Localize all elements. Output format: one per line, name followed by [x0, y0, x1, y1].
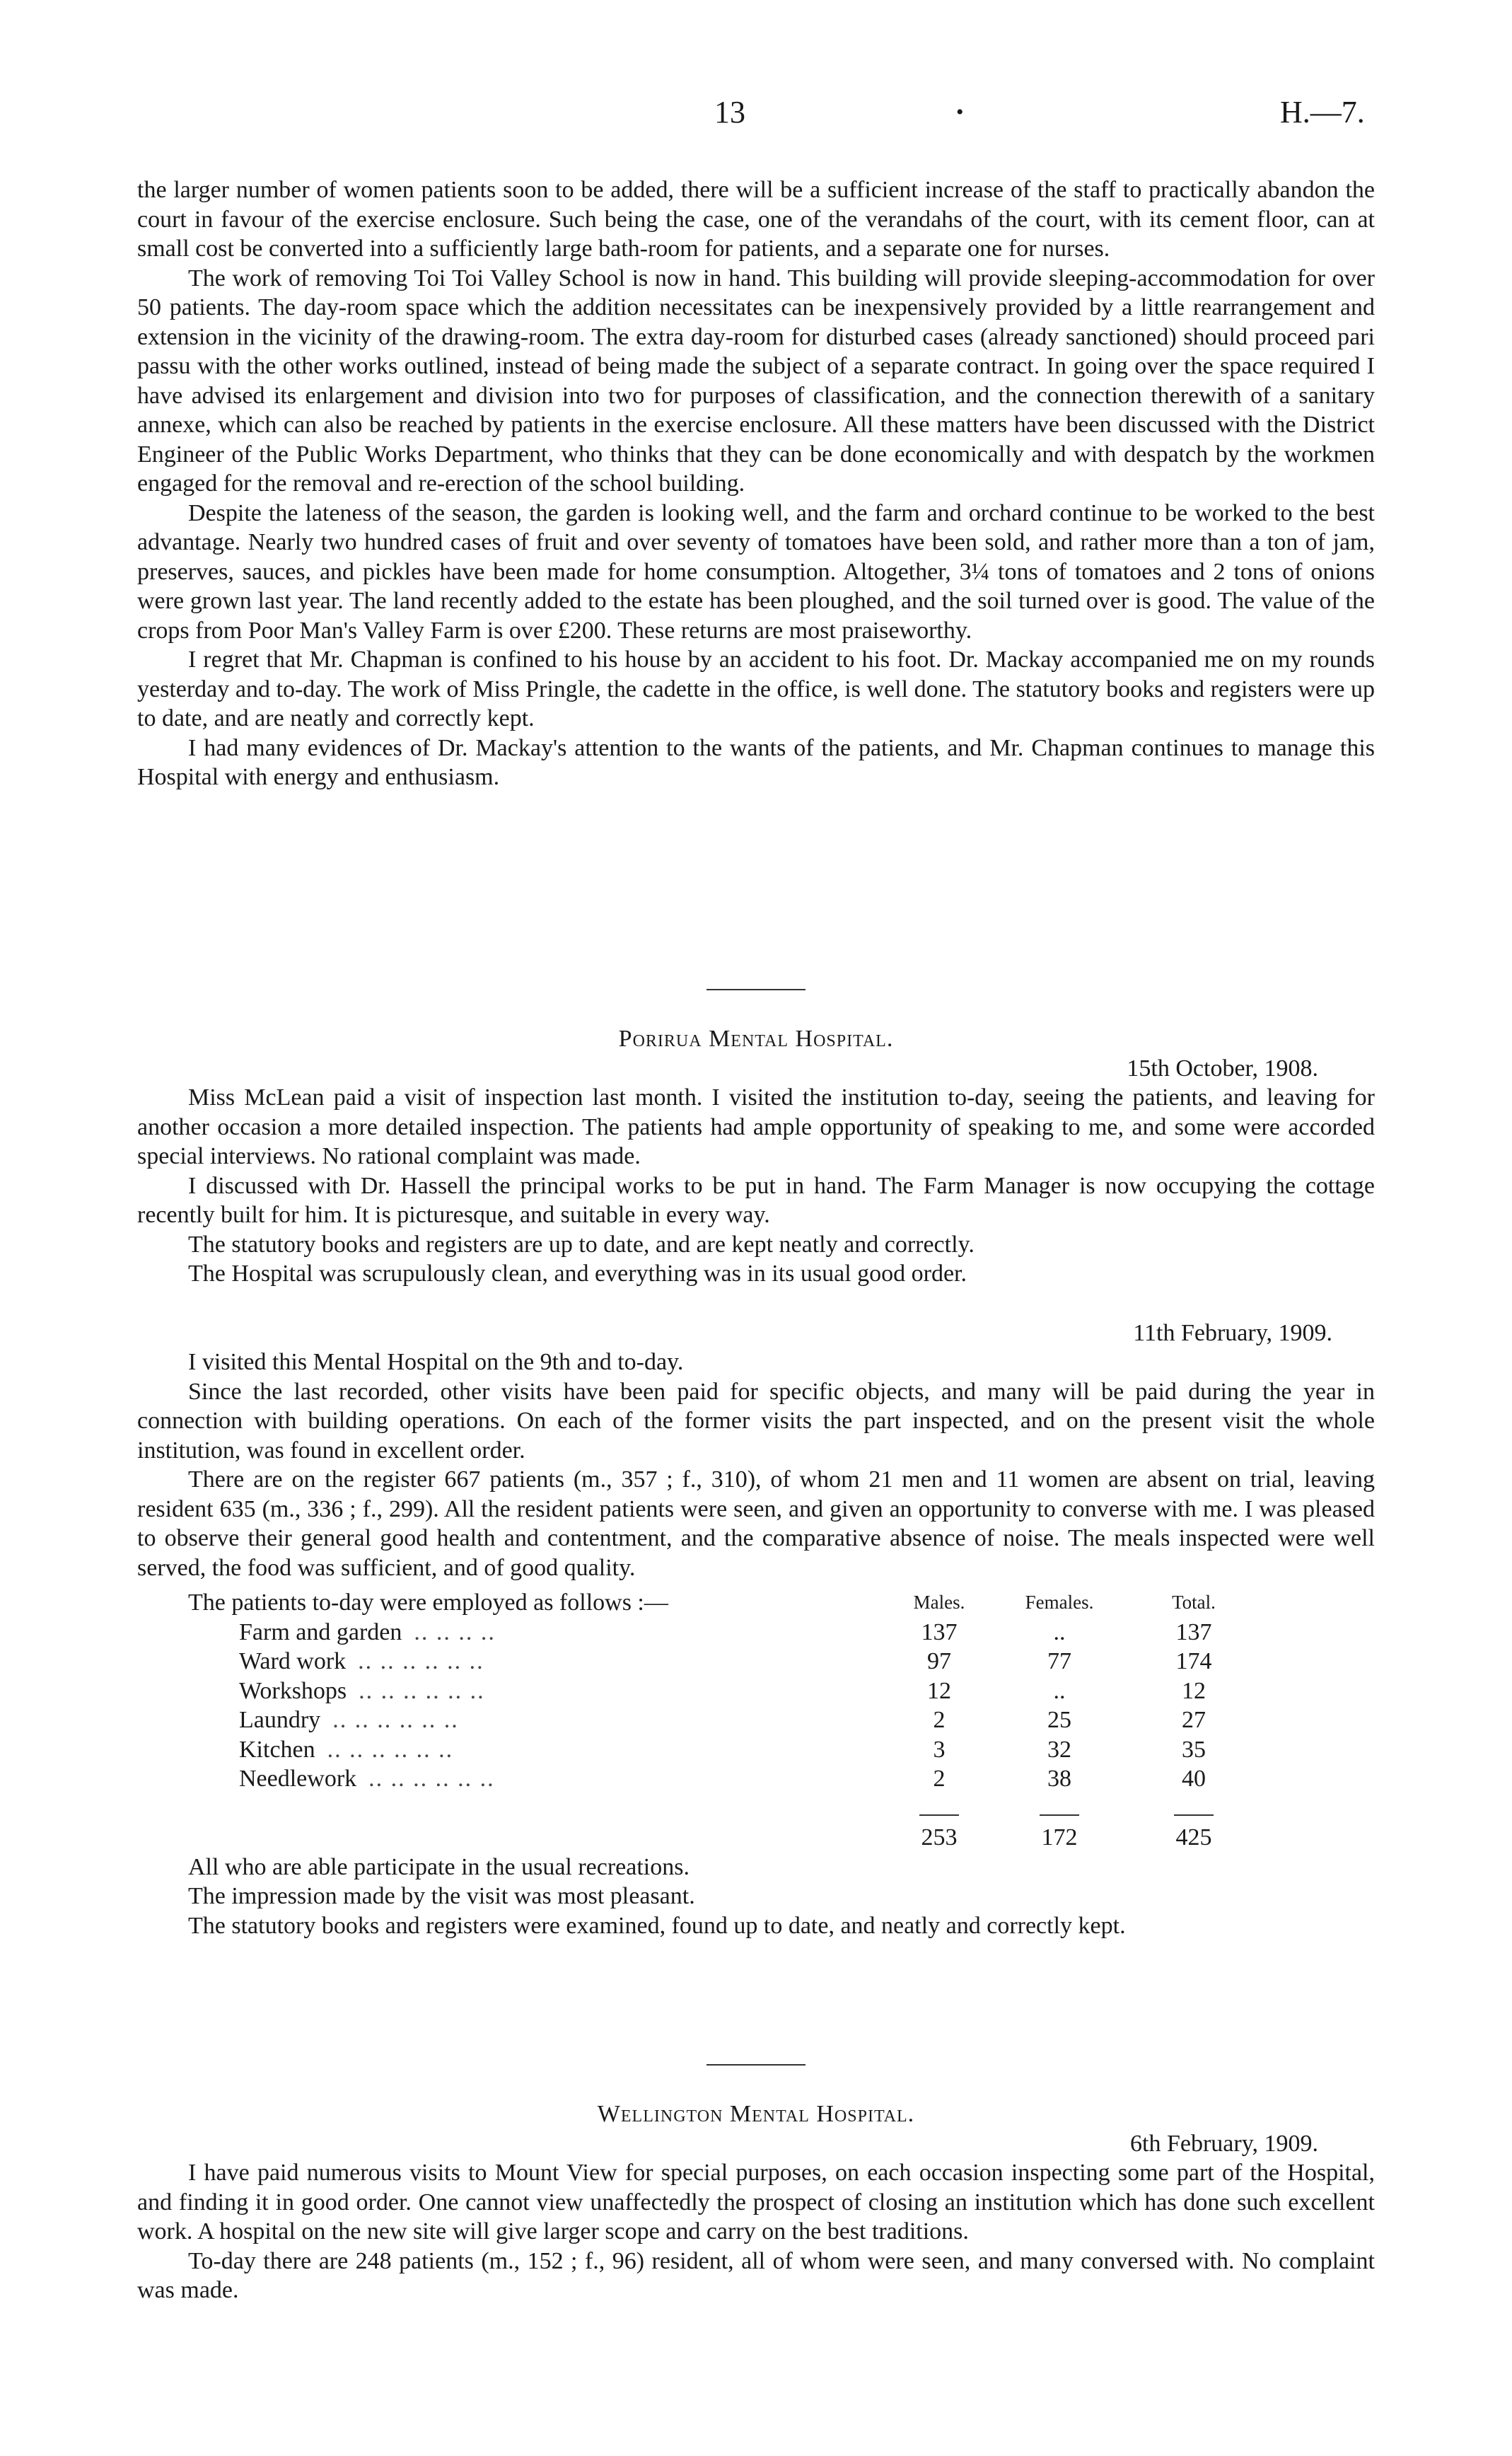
porirua-title: Porirua Mental Hospital. [618, 1026, 894, 1052]
porirua-paragraph-9: The impression made by the visit was most pleasant. [188, 1883, 695, 1909]
sum-rule-row [188, 1794, 1257, 1824]
header-males: Males. [913, 1592, 965, 1613]
row-males: 137 [921, 1618, 958, 1645]
row-total: 40 [1182, 1766, 1206, 1792]
row-females: 77 [1047, 1648, 1071, 1674]
sum-rule [1040, 1814, 1079, 1816]
row-label: Workshops [239, 1677, 347, 1704]
porirua-paragraph-2: I discussed with Dr. Hassell the principal works to be put in hand. The Farm Manager is now occupying the cottage recently built for him. It is picturesque, and suitable in every way. [137, 1172, 1375, 1228]
table-row [188, 1618, 1257, 1647]
table-row [188, 1705, 1257, 1735]
row-leader: .. .. .. .. .. .. [327, 1736, 454, 1763]
total-males: 253 [921, 1824, 958, 1850]
porirua-paragraph-10: The statutory books and registers were examined, found up to date, and neatly and correctly kept. [188, 1912, 1126, 1939]
porirua-date-2: 11th February, 1909. [1133, 1319, 1332, 1346]
row-label: Farm and garden [239, 1618, 402, 1645]
intro-paragraph-1: the larger number of women patients soon to be added, there will be a sufficient increase of the staff to practically abandon the court in favour of the exercise enclosure. Such being the case, one of the verandahs of the court, with its cement floor, can at small cost be converted into a sufficiently large bath-room for patients, and a separate one for nurses. [137, 177, 1375, 262]
intro-section [137, 175, 1375, 792]
wellington-paragraph-2: To-day there are 248 patients (m., 152 ; f., 96) resident, all of whom were seen, and many conversed with. No complaint was made. [137, 2247, 1375, 2303]
intro-paragraph-4: I regret that Mr. Chapman is confined to his house by an accident to his foot. Dr. Mackay accompanied me on my rounds yesterday and to-day. The work of Miss Pringle, the cadette in the office, is well done. The statutory books and registers were up to date, and are neatly and correctly kept. [137, 647, 1375, 731]
row-total: 137 [1175, 1618, 1212, 1645]
porirua-paragraph-7: There are on the register 667 patients (m., 357 ; f., 310), of whom 21 men and 11 women are absent on trial, leaving resident 635 (m., 336 ; f., 299). All the resident patients were seen, and given an opportunity to converse with me. I was pleased to observe their general good health and contentment, and the comparative absence of noise. The meals inspected were well served, the food was sufficient, and of good quality. [137, 1466, 1375, 1581]
series-reference: H.—7. [1280, 95, 1365, 129]
divider-2 [0, 2064, 1512, 2066]
wellington-date: 6th February, 1909. [1130, 2130, 1318, 2157]
row-males: 12 [927, 1677, 951, 1704]
porirua-paragraph-5: I visited this Mental Hospital on the 9th and to-day. [188, 1349, 684, 1375]
row-label: Ward work [239, 1648, 347, 1674]
header-total: Total. [1172, 1592, 1216, 1613]
porirua-section [137, 1024, 1375, 1940]
row-total: 35 [1182, 1736, 1206, 1763]
table-row [188, 1764, 1257, 1794]
sum-rule [919, 1814, 959, 1816]
porirua-paragraph-4: The Hospital was scrupulously clean, and everything was in its usual good order. [188, 1261, 967, 1287]
row-females: 32 [1047, 1736, 1071, 1763]
page-header [0, 95, 1512, 140]
row-leader: .. .. .. .. [414, 1618, 496, 1645]
row-males: 2 [933, 1707, 946, 1733]
porirua-paragraph-3: The statutory books and registers are up to date, and are kept neatly and correctly. [188, 1231, 975, 1258]
row-label: Laundry [239, 1707, 321, 1733]
wellington-section [137, 2099, 1375, 2305]
row-females: .. [1053, 1618, 1066, 1645]
row-label: Needlework [239, 1766, 357, 1792]
row-males: 3 [933, 1736, 946, 1763]
employment-intro: The patients to-day were employed as follows :— [188, 1589, 668, 1616]
porirua-paragraph-8: All who are able participate in the usual recreations. [188, 1853, 690, 1880]
porirua-paragraph-1: Miss McLean paid a visit of inspection last month. I visited the institution to-day, seeing the patients, and leaving for another occasion a more detailed inspection. The patients had ample opportunity of speaking to me, and some were accorded special interviews. No rational complaint was made. [137, 1084, 1375, 1169]
porirua-paragraph-6: Since the last recorded, other visits have been paid for specific objects, and many will be paid during the year in connection with building operations. On each of the former visits the part inspected, and on the present visit the whole institution, was found in excellent order. [137, 1378, 1375, 1464]
row-females: .. [1053, 1677, 1066, 1704]
employment-header-row [188, 1588, 1257, 1618]
row-total: 174 [1175, 1648, 1212, 1674]
total-total: 425 [1175, 1824, 1212, 1850]
header-dot: • [956, 100, 964, 124]
row-females: 38 [1047, 1766, 1071, 1792]
intro-paragraph-2: The work of removing Toi Toi Valley School is now in hand. This building will provide sleeping-accommodation for over 50 patients. The day-room space which the addition necessitates can be inexpensively provided by a little rearrangement and extension in the vicinity of the drawing-room. The extra day-room for disturbed cases (already sanctioned) should proceed pari passu with the other works outlined, instead of being made the subject of a separate contract. In going over the space required I have advised its enlargement and division into two for purposes of classification, and the connection therewith of a sanitary annexe, which can also be reached by patients in the exercise enclosure. All these matters have been discussed with the District Engineer of the Public Works Department, who thinks that they can be done economically and with despatch by the workmen engaged for the removal and re-erection of the school building. [137, 265, 1375, 497]
sum-rule [1174, 1814, 1214, 1816]
total-females: 172 [1041, 1824, 1078, 1850]
row-males: 2 [933, 1766, 946, 1792]
row-total: 27 [1182, 1707, 1206, 1733]
totals-row [188, 1823, 1257, 1853]
row-leader: .. .. .. .. .. .. [368, 1766, 495, 1792]
row-females: 25 [1047, 1707, 1071, 1733]
row-leader: .. .. .. .. .. .. [332, 1707, 459, 1733]
row-total: 12 [1182, 1677, 1206, 1704]
table-row [188, 1676, 1257, 1706]
row-males: 97 [927, 1648, 951, 1674]
employment-table [188, 1588, 1257, 1853]
page-number: 13 [714, 95, 745, 129]
table-row [188, 1647, 1257, 1676]
row-leader: .. .. .. .. .. .. [358, 1648, 484, 1674]
intro-paragraph-3: Despite the lateness of the season, the garden is looking well, and the farm and orchard continue to be worked to the best advantage. Nearly two hundred cases of fruit and over seventy of tomatoes have been sold, and rather more than a ton of jam, preserves, sauces, and pickles have been made for home consumption. Altogether, 3¼ tons of tomatoes and 2 tons of onions were grown last year. The land recently added to the estate has been ploughed, and the soil turned over is good. The value of the crops from Poor Man's Valley Farm is over £200. These returns are most praiseworthy. [137, 499, 1375, 644]
porirua-date-1: 15th October, 1908. [1127, 1055, 1318, 1082]
wellington-paragraph-1: I have paid numerous visits to Mount View for special purposes, on each occasion inspecting some part of the Hospital, and finding it in good order. One cannot view unaffectedly the prospect of closing an institution which has done such excellent work. A hospital on the new site will give larger scope and carry on the best traditions. [137, 2160, 1375, 2244]
wellington-title: Wellington Mental Hospital. [597, 2101, 915, 2127]
row-label: Kitchen [239, 1736, 315, 1763]
table-row [188, 1735, 1257, 1765]
divider-1 [0, 989, 1512, 990]
intro-paragraph-5: I had many evidences of Dr. Mackay's attention to the wants of the patients, and Mr. Chapman continues to manage this Hospital with energy and enthusiasm. [137, 734, 1375, 790]
row-leader: .. .. .. .. .. .. [359, 1677, 485, 1704]
header-females: Females. [1025, 1592, 1094, 1613]
